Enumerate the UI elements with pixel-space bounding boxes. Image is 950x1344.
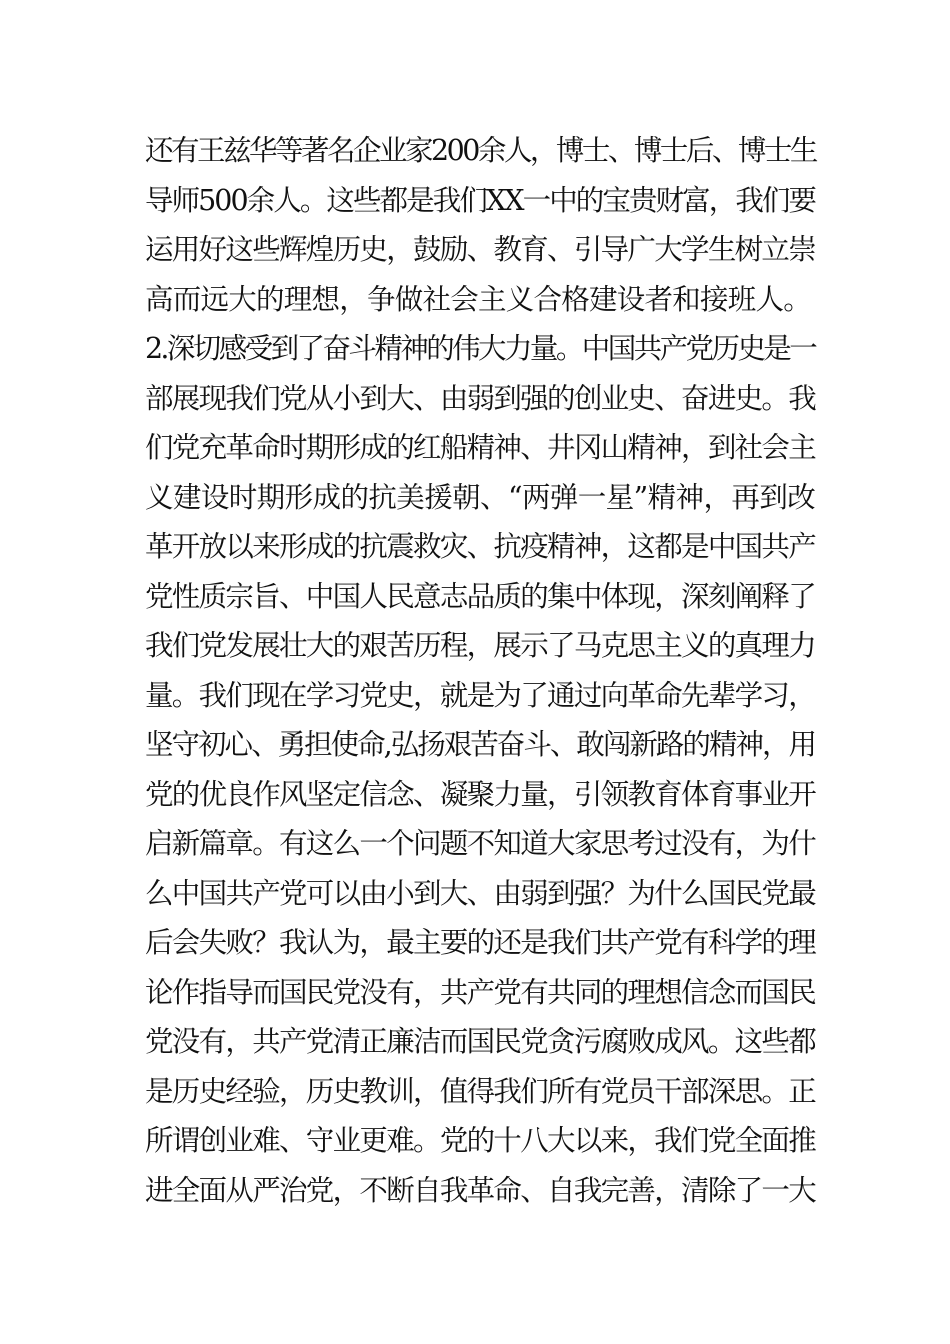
text-line: 党的优良作风坚定信念、凝聚力量，引领教育体育事业开 bbox=[145, 777, 815, 811]
text-line: 党性质宗旨、中国人民意志品质的集中体现，深刻阐释了 bbox=[145, 579, 815, 613]
text-line: 么中国共产党可以由小到大、由弱到强？为什么国民党最 bbox=[145, 876, 815, 910]
text-line: 还有王兹华等著名企业家200余人，博士、博士后、博士生 bbox=[145, 134, 816, 167]
text-line: 们党充革命时期形成的红船精神、井冈山精神，到社会主 bbox=[145, 431, 815, 464]
text-line: 运用好这些辉煌历史，鼓励、教育、引导广大学生树立崇 bbox=[145, 233, 815, 266]
text-line: 启新篇章。有这么一个问题不知道大家思考过没有，为什 bbox=[145, 827, 815, 860]
text-line: 导师500余人。这些都是我们XX一中的宝贵财富，我们要 bbox=[145, 183, 815, 217]
text-line: 论作指导而国民党没有，共产党有共同的理想信念而国民 bbox=[145, 975, 815, 1009]
body-text bbox=[145, 126, 815, 1215]
text-line: 义建设时期形成的抗美援朝、“两弹一星”精神，再到改 bbox=[145, 480, 815, 514]
text-line: 进全面从严治党，不断自我革命、自我完善，清除了一大 bbox=[145, 1173, 815, 1207]
text-line: 高而远大的理想，争做社会主义合格建设者和接班人。 bbox=[145, 282, 812, 316]
text-line: 是历史经验，历史教训，值得我们所有党员干部深思。正 bbox=[145, 1074, 815, 1108]
text-line: 所谓创业难、守业更难。党的十八大以来，我们党全面推 bbox=[145, 1124, 815, 1157]
text-line: 量。我们现在学习党史，就是为了通过向革命先辈学习， bbox=[145, 678, 815, 712]
text-line: 坚守初心、勇担使命,弘扬艰苦奋斗、敢闯新路的精神，用 bbox=[145, 728, 815, 761]
text-line: 后会失败？我认为，最主要的还是我们共产党有科学的理 bbox=[145, 926, 815, 959]
text-line: 党没有，共产党清正廉洁而国民党贪污腐败成风。这些都 bbox=[145, 1025, 815, 1058]
text-line: 部展现我们党从小到大、由弱到强的创业史、奋进史。我 bbox=[145, 381, 815, 415]
text-line: 2.深切感受到了奋斗精神的伟大力量。中国共产党历史是一 bbox=[145, 332, 815, 365]
text-line: 革开放以来形成的抗震救灾、抗疫精神，这都是中国共产 bbox=[145, 530, 815, 563]
text-line: 我们党发展壮大的艰苦历程，展示了马克思主义的真理力 bbox=[145, 629, 815, 662]
